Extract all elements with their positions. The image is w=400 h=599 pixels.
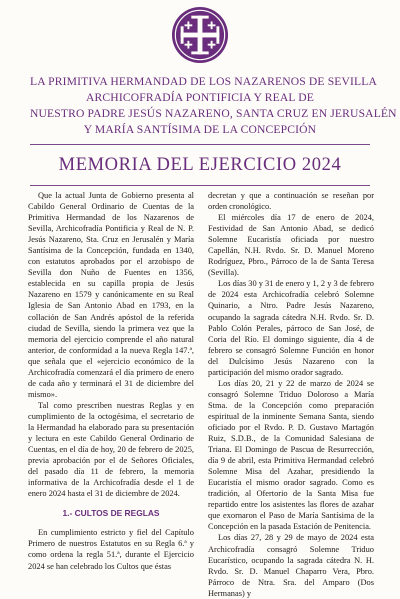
brotherhood-name-line-4: Y MARÍA SANTÍSIMA DE LA CONCEPCIÓN	[83, 123, 317, 136]
paragraph: Tal como prescriben nuestras Reglas y en cumplimiento de la octogésima, el secretario de la Hermandad ha elaborado para su presentación y lectura en este Cabildo General Ordinario de Cuentas, en el día de hoy, 20 de febrero de 2025, previa aprobación por el de Señores Oficiales, del pasado día 11 de febrero, la memoria informativa de la Archicofradía desde el 1 de enero 2024 hasta el 31 de diciembre de 2024.	[28, 400, 194, 499]
paragraph: Los días 27, 28 y 29 de mayo de 2024 esta Archicofradía consagró Solemne Triduo Eucarístico, ocupando la sagrada cátedra N. H. Rvdo. Sr. D. Manuel Chaparro Vera, Pbro. Párroco de Ntra. Sra. del Amparo (Dos Hermanas) y	[208, 533, 374, 598]
paragraph: Los días 30 y 31 de enero y 1, 2 y 3 de febrero de 2024 esta Archicofradía celebró Solemne Quinario, a Ntro. Padre Jesús Nazareno, ocupando la sagrada cátedra N.H. Rvdo. Sr. D. Pablo Colón Perales, párroco de San José, de Coria del Río. El domingo siguiente, día 4 de febrero se consagró Solemne Función en honor del Dulcísimo Jesús Nazareno con la participación del mismo orador sagrado.	[208, 279, 374, 377]
paragraph: Los días 20, 21 y 22 de marzo de 2024 se consagró Solemne Triduo Doloroso a María Stma. de la Concepción como preparación espiritual de la inminente Semana Santa, siendo oficiado por el Rvdo. P. D. Gustavo Martagón Ruiz, S.D.B., de la Comunidad Salesiana de Triana. El Domingo de Pascua de Resurrección, día 9 de abril, esta Primitiva Hermandad celebró Solemne Misa del Azahar, presidiendo la Eucaristía el mismo orador sagrado. Como es tradición, al Ofertorio de la Santa Misa fue repartido entre los asistentes las flores de azahar que exornaron el Paso de María Santísima de la Concepción en la pasada Estación de Penitencia.	[208, 378, 374, 532]
brotherhood-name-line-3: NUESTRO PADRE JESÚS NAZARENO, SANTA CRUZ EN JERUSALÉN	[30, 107, 397, 120]
brotherhood-name	[30, 74, 397, 138]
title-rule-bottom	[30, 185, 370, 186]
body-columns	[28, 190, 374, 598]
brotherhood-name-line-1: LA PRIMITIVA HERMANDAD DE LOS NAZARENOS DE SEVILLA	[30, 75, 378, 88]
section-heading: 1.- CULTOS DE REGLAS	[62, 508, 160, 519]
title-rule-top	[30, 144, 370, 145]
seal-emblem	[171, 6, 229, 64]
paragraph: decretan y que a continuación se reseñan por orden cronológico.	[208, 191, 374, 212]
paragraph: En cumplimiento estricto y fiel del Capítulo Primero de nuestros Estatutos en su Regla 6.ª y como ordena la regla 51.ª, durante el Ejercicio 2024 se han celebrado los Cultos que éstas	[28, 528, 194, 571]
paragraph: El miércoles día 17 de enero de 2024, Festividad de San Antonio Abad, se dedicó Solemne Eucaristía oficiada por nuestro Capellán, N.H. Rvdo. Sr. D. Manuel Moreno Rodríguez, Pbro., Párroco de la de Santa Teresa (Sevilla).	[208, 213, 374, 278]
brotherhood-name-line-2: ARCHICOFRADÍA PONTIFICIA Y REAL DE	[86, 91, 314, 104]
brotherhood-seal-icon	[171, 6, 229, 64]
document-title: MEMORIA DEL EJERCICIO 2024	[58, 155, 342, 175]
right-column	[208, 190, 374, 598]
paragraph: Que la actual Junta de Gobierno presenta al Cabildo General Ordinario de Cuentas de la Primitiva Hermandad de los Nazarenos de Sevilla, Archicofradía Pontificia y Real de N. P. Jesús Nazareno, Sta. Cruz en Jerusalén y María Santísima de la Concepción, fundada en 1340, con estatutos aprobados por el arzobispo de Sevilla don Nuño de Fuentes en 1356, establecida en su capilla propia de Jesús Nazareno en 1579 y canónicamente en su Real Iglesia de San Antonio Abad en 1793, en la collación de San Andrés apóstol de la referida ciudad de Sevilla, siendo la primera vez que la memoria del ejercicio comprende el año natural anterior, de conformidad a la nueva Regla 147.ª, que señala que el «ejercicio económico de la Archicofradía comenzará el día primero de enero de cada año y terminará el 31 de diciembre del mismo».	[28, 191, 194, 399]
left-column	[28, 190, 194, 571]
